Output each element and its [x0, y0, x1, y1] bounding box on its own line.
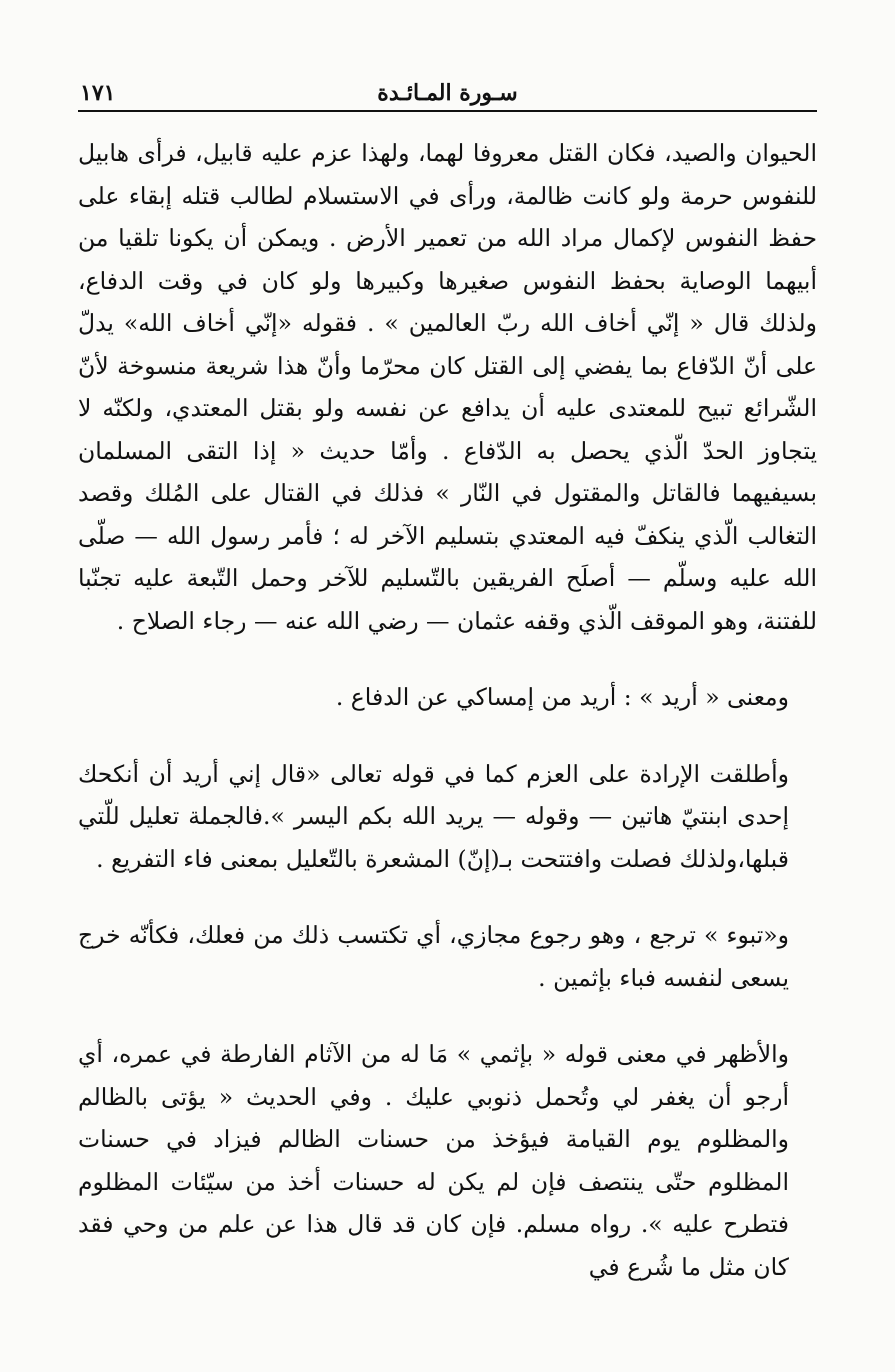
- page-number: ١٧١: [80, 80, 116, 106]
- paragraph-5: والأظهر في معنى قوله « بإثمي » مَا له من الآثام الفارطة في عمره، أي أرجو أن يغفر لي وتُحمل ذنوبي عليك . وفي الحديث « يؤتى بالظالم والمظلوم يوم القيامة فيؤخذ من حسنات الظالم فيزاد في حسنات المظلوم حتّى ينتصف فإن لم يكن له حسنات أخذ من سيّئات المظلوم فتطرح عليه ». رواه مسلم. فإن كان قد قال هذا عن علم من وحي فقد كان مثل ما شُرع في: [78, 1040, 789, 1281]
- paragraph-1: الحيوان والصيد، فكان القتل معروفا لهما، ولهذا عزم عليه قابيل، فرأى هابيل للنفوس حرمة ولو كانت ظالمة، ورأى في الاستسلام لطالب قتله إبقاء على حفظ النفوس لإكمال مراد الله من تعمير الأرض . ويمكن أن يكونا تلقيا من أبيهما الوصاية بحفظ النفوس صغيرها وكبيرها ولو كان في وقت الدفاع، ولذلك قال « إنّي أخاف الله ربّ العالمين » . فقوله «إنّي أخاف الله» يدلّ على أنّ الدّفاع بما يفضي إلى القتل كان محرّما وأنّ هذا شريعة منسوخة لأنّ الشّرائع تبيح للمعتدى عليه أن يدافع عن نفسه ولو بقتل المعتدي، ولكنّه لا يتجاوز الحدّ الّذي يحصل به الدّفاع . وأمّا حديث « إذا التقى المسلمان بسيفيهما فالقاتل والمقتول في النّار » فذلك في القتال على المُلك وقصد التغالب الّذي ينكفّ فيه المعتدي بتسليم الآخر له ؛ فأمر رسول الله — صلّى الله عليه وسلّم — أصلَح الفريقين بالتّسليم للآخر وحمل التّبعة عليه تجنّبا للفتنة، وهو الموقف الّذي وقفه عثمان — رضي الله عنه — رجاء الصلاح .: [78, 139, 817, 635]
- paragraph-4: و«تبوء » ترجع ، وهو رجوع مجازي، أي تكتسب ذلك من فعلك، فكأنّه خرج يسعى لنفسه فباء بإثمين .: [78, 921, 789, 992]
- paragraph-2: ومعنى « أريد » : أريد من إمساكي عن الدفاع .: [335, 683, 789, 711]
- page-header: [78, 76, 817, 112]
- paragraph-3: وأطلقت الإرادة على العزم كما في قوله تعالى «قال إني أريد أن أنكحك إحدى ابنتيّ هاتين — وقوله — يريد الله بكم اليسر ».فالجملة تعليل للّتي قبلها،ولذلك فصلت وافتتحت بـ(إنّ) المشعرة بالتّعليل بمعنى فاء التفريع .: [78, 759, 789, 873]
- body-text: [78, 132, 817, 1288]
- running-title: سـورة المـائـدة: [377, 80, 518, 106]
